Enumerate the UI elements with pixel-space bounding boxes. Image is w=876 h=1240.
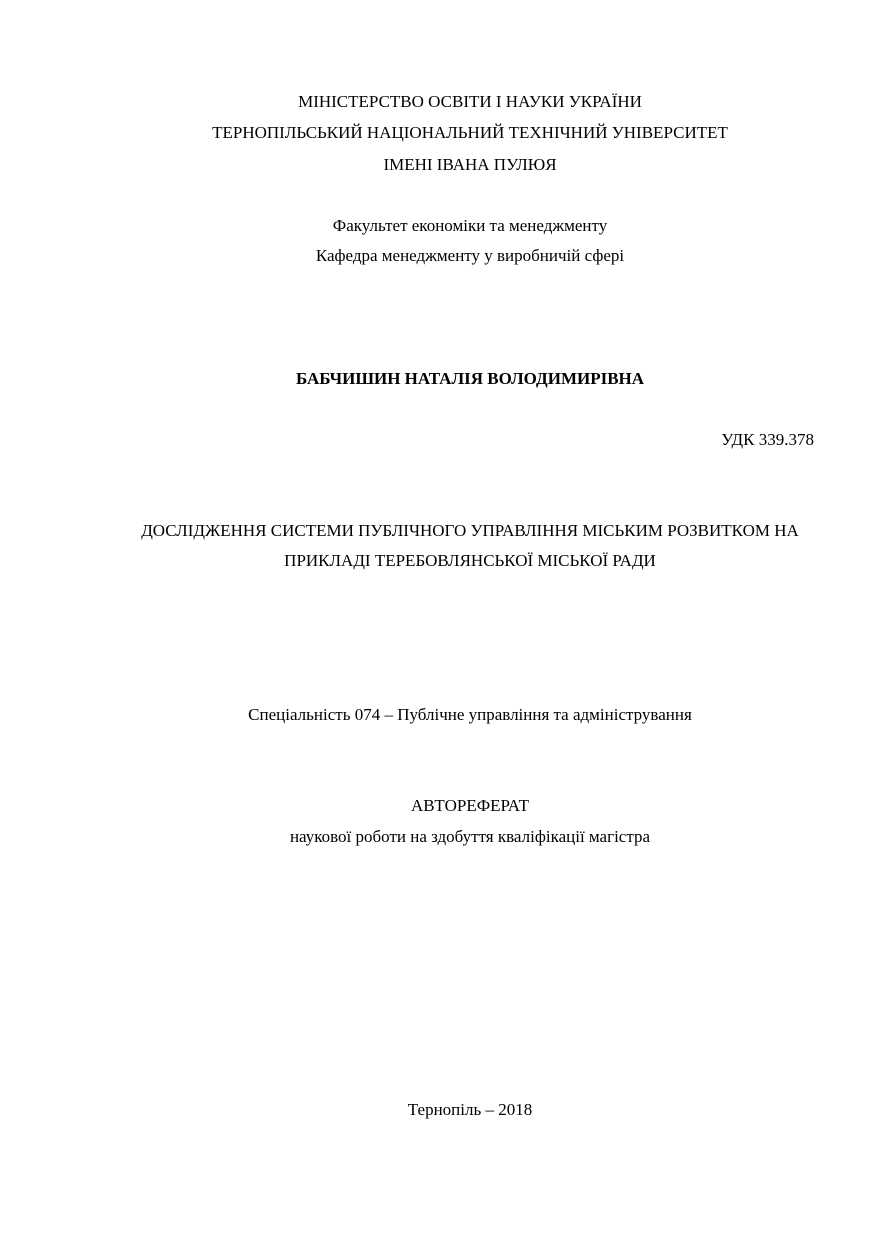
department-name: Кафедра менеджменту у виробничій сфері [315,246,625,265]
thesis-title-line2: ПРИКЛАДІ ТЕРЕБОВЛЯНСЬКОЇ МІСЬКОЇ РАДИ [284,551,656,570]
faculty-name: Факультет економіки та менеджменту [332,216,608,235]
university-name-line1: ТЕРНОПІЛЬСЬКИЙ НАЦІОНАЛЬНИЙ ТЕХНІЧНИЙ УНІВЕРСИТЕТ [212,123,728,142]
university-name-line2: ІМЕНІ ІВАНА ПУЛЮЯ [383,155,557,174]
document-purpose: наукової роботи на здобуття кваліфікації магістра [289,827,651,846]
udc-code: УДК 339.378 [721,430,814,449]
author-name: БАБЧИШИН НАТАЛІЯ ВОЛОДИМИРІВНА [295,369,645,388]
document-type: АВТОРЕФЕРАТ [411,796,529,815]
thesis-title-line1: ДОСЛІДЖЕННЯ СИСТЕМИ ПУБЛІЧНОГО УПРАВЛІННЯ МІСЬКИМ РОЗВИТКОМ НА [141,521,799,540]
ministry-heading: МІНІСТЕРСТВО ОСВІТИ І НАУКИ УКРАЇНИ [298,92,642,111]
city-year: Тернопіль – 2018 [407,1100,533,1119]
specialty: Спеціальність 074 – Публічне управління та адміністрування [248,705,692,724]
